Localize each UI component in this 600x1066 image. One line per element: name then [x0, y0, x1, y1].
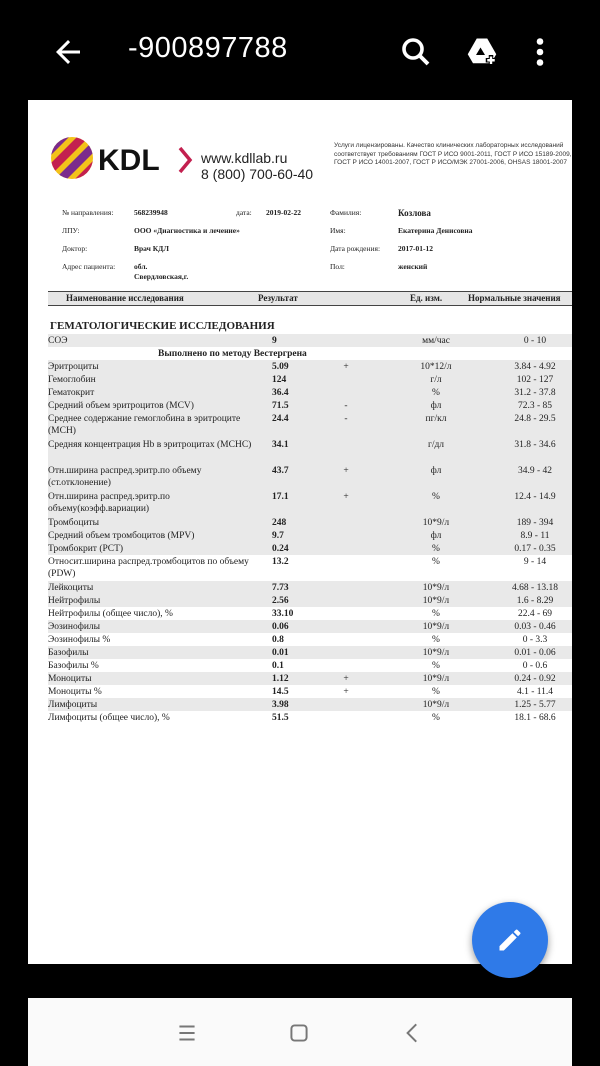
cell-norm: 0.03 - 0.46 [514, 622, 556, 632]
cell-unit: % [432, 388, 440, 398]
cell-name: Средний объем эритроцитов (MCV) [48, 401, 194, 411]
cell-norm: 34.9 - 42 [517, 466, 553, 476]
dob-label: Дата рождения: [330, 244, 381, 253]
cell-unit: г/дл [427, 440, 445, 450]
table-row [48, 412, 572, 438]
direction-label: № направления: [62, 208, 114, 217]
cell-result: 1.12 [272, 674, 289, 684]
cell-unit: % [432, 687, 440, 697]
header-norm: Нормальные значения [468, 293, 561, 303]
address-label: Адрес пациента: [62, 262, 116, 271]
cell-name: Базофилы [48, 648, 89, 658]
cell-result: 0.1 [272, 661, 284, 671]
lab-name: KDL [98, 144, 160, 177]
table-row [48, 633, 572, 646]
results-table-header [48, 291, 572, 306]
cell-unit: мм/час [422, 336, 450, 346]
surname-label: Фамилия: [330, 208, 362, 217]
results-table [48, 334, 572, 724]
cell-unit: 10*9/л [422, 700, 450, 710]
cell-norm: 22.4 - 69 [517, 609, 553, 619]
table-row [48, 334, 572, 347]
table-row [48, 594, 572, 607]
lab-phone: 8 (800) 700-60-40 [201, 166, 314, 182]
back-nav-icon[interactable] [400, 1020, 426, 1046]
cell-unit: 10*9/л [422, 622, 450, 632]
cell-unit: 10*9/л [422, 596, 450, 606]
date-value: 2019-02-22 [266, 208, 301, 217]
table-row [48, 711, 572, 724]
address-value-line2: Свердловская,г. [134, 272, 189, 281]
doctor-label: Доктор: [62, 244, 88, 253]
cell-name: Эозинофилы [48, 622, 101, 632]
cell-result: 33.10 [272, 609, 294, 619]
surname-value: Козлова [398, 208, 431, 218]
cell-name: Лейкоциты [48, 583, 94, 593]
cell-unit: % [432, 492, 440, 502]
table-row [48, 685, 572, 698]
cell-result: 3.98 [272, 700, 289, 710]
cell-norm: 12.4 - 14.9 [514, 492, 556, 502]
table-row [48, 698, 572, 711]
cell-norm: 4.1 - 11.4 [516, 687, 554, 697]
cell-norm: 4.68 - 13.18 [512, 583, 558, 593]
cell-result: 9 [272, 336, 277, 346]
table-row [48, 399, 572, 412]
table-row [48, 386, 572, 399]
cell-flag: - [344, 401, 348, 411]
header-result: Результат [258, 293, 298, 303]
lpu-label: ЛПУ: [62, 226, 80, 235]
search-icon[interactable] [398, 34, 434, 70]
table-row [48, 620, 572, 633]
address-value-line1: обл. [134, 262, 148, 271]
table-row [48, 464, 572, 490]
cell-name: Тромбокрит (PCT) [48, 544, 124, 554]
cell-norm: 189 - 394 [516, 518, 554, 528]
cell-name: Относит.ширина распред.тромбоцитов по объему (PDW) [48, 557, 249, 579]
table-row [48, 581, 572, 594]
cell-name: Тромбоциты [48, 518, 100, 528]
cell-unit: 10*12/л [420, 362, 452, 372]
cell-unit: 10*9/л [422, 583, 450, 593]
cell-name: Средняя концентрация Hb в эритроцитах (MCHC) [48, 440, 252, 450]
cell-result: 9.7 [272, 531, 284, 541]
cell-flag: + [343, 492, 349, 502]
cell-unit: 10*9/л [422, 518, 450, 528]
sex-value: женский [398, 262, 428, 271]
arrow-left-icon[interactable] [50, 34, 86, 70]
cell-unit: % [432, 713, 440, 723]
cell-result: 14.5 [272, 687, 289, 697]
cell-result: 0.06 [272, 622, 289, 632]
cell-unit: % [432, 557, 440, 567]
cell-flag: + [343, 466, 349, 476]
lpu-value: ООО «Диагностика и лечение» [134, 226, 240, 235]
home-icon[interactable] [286, 1020, 312, 1046]
cell-norm: 1.25 - 5.77 [514, 700, 556, 710]
cell-norm: 0 - 3.3 [522, 635, 548, 645]
cell-result: 24.4 [272, 414, 289, 424]
table-row [48, 555, 572, 581]
lab-website[interactable]: www.kdllab.ru [201, 150, 288, 166]
cell-norm: 102 - 127 [516, 375, 554, 385]
cell-name: Отн.ширина распред.эритр.по объему(коэфф.вариации) [48, 492, 170, 514]
cell-name: Отн.ширина распред.эритр.по объему (ст.отклонение) [48, 466, 202, 488]
app-bar [0, 0, 600, 100]
cell-result: 0.01 [272, 648, 289, 658]
cell-norm: 9 - 14 [523, 557, 547, 567]
cell-result: 0.8 [272, 635, 284, 645]
cell-norm: 18.1 - 68.6 [514, 713, 556, 723]
menu-icon[interactable] [174, 1020, 200, 1046]
table-row [48, 373, 572, 386]
cell-unit: % [432, 661, 440, 671]
table-row [48, 659, 572, 672]
cell-norm: 8.9 - 11 [520, 531, 550, 541]
cell-result: 36.4 [272, 388, 289, 398]
cell-name: Лимфоциты (общее число), % [48, 713, 170, 723]
document-title: -900897788 [128, 32, 288, 64]
dob-value: 2017-01-12 [398, 244, 433, 253]
direction-value: 568239948 [134, 208, 168, 217]
table-row [48, 438, 572, 464]
doctor-value: Врач КДЛ [134, 244, 169, 253]
cell-result: 7.73 [272, 583, 289, 593]
cell-name: СОЭ [48, 336, 68, 346]
pencil-icon [496, 926, 524, 954]
edit-button[interactable] [472, 902, 548, 978]
table-row [48, 529, 572, 542]
table-row [48, 360, 572, 373]
cell-unit: 10*9/л [422, 674, 450, 684]
cell-name: Нейтрофилы (общее число), % [48, 609, 173, 619]
cell-name: Моноциты % [48, 687, 102, 697]
cell-name: Базофилы % [48, 661, 99, 671]
sex-label: Пол: [330, 262, 345, 271]
cell-name: Нейтрофилы [48, 596, 101, 606]
cell-unit: фл [430, 466, 442, 476]
table-row [48, 646, 572, 659]
cell-norm: 0.24 - 0.92 [514, 674, 556, 684]
cell-unit: г/л [430, 375, 442, 385]
cell-flag: + [343, 674, 349, 684]
table-row [48, 672, 572, 685]
cell-norm: 0 - 0.6 [522, 661, 548, 671]
kdl-logo [50, 134, 198, 193]
cell-result: 17.1 [272, 492, 289, 502]
cell-name: Гематокрит [48, 388, 95, 398]
cell-name: Гемоглобин [48, 375, 96, 385]
cell-flag: - [344, 414, 348, 424]
cell-result: 71.5 [272, 401, 289, 411]
method-note [48, 347, 572, 360]
header-unit: Ед. изм. [410, 293, 443, 303]
name-value: Екатерина Денисовна [398, 226, 473, 235]
section-title: ГЕМАТОЛОГИЧЕСКИЕ ИССЛЕДОВАНИЯ [50, 320, 275, 332]
name-label: Имя: [330, 226, 346, 235]
cell-unit: 10*9/л [422, 648, 450, 658]
cell-result: 43.7 [272, 466, 289, 476]
lab-contacts [201, 150, 313, 182]
system-nav-bar [28, 998, 572, 1066]
cell-name: Среднее содержание гемоглобина в эритроците (MCH) [48, 414, 241, 436]
cell-norm: 0 - 10 [523, 336, 547, 346]
cell-unit: фл [430, 531, 442, 541]
cell-name: Лимфоциты [48, 700, 98, 710]
date-label: дата: [236, 208, 252, 217]
cell-unit: пг/кл [425, 414, 447, 424]
license-text: Услуги лицензированы. Качество клинических лабораторных исследований соответствует требованиям ГОСТ Р ИСО 9001-2011, ГОСТ Р ИСО 15189-2009, ГОСТ Р ИСО 14001-2007, ГОСТ Р ИСО/МЭК 27001-2006, OHSAS 18001-2007 [334, 142, 572, 166]
cell-norm: 0.17 - 0.35 [514, 544, 556, 554]
table-row [48, 542, 572, 555]
cell-result: 34.1 [272, 440, 289, 450]
document-page[interactable] [28, 100, 572, 964]
cell-norm: 3.84 - 4.92 [514, 362, 556, 372]
cell-unit: % [432, 635, 440, 645]
cell-result: 0.24 [272, 544, 289, 554]
cell-name: Эритроциты [48, 362, 99, 372]
cell-flag: + [343, 362, 349, 372]
cell-name: Выполнено по методу Вестергрена [158, 349, 307, 359]
cell-norm: 31.8 - 34.6 [514, 440, 556, 450]
table-row [48, 490, 572, 516]
cell-flag: + [343, 687, 349, 697]
cell-norm: 0.01 - 0.06 [514, 648, 556, 658]
cell-name: Средний объем тромбоцитов (MPV) [48, 531, 195, 541]
cell-norm: 31.2 - 37.8 [514, 388, 556, 398]
cell-result: 13.2 [272, 557, 289, 567]
cell-norm: 1.6 - 8.29 [516, 596, 554, 606]
cell-result: 248 [272, 518, 287, 528]
cell-unit: % [432, 544, 440, 554]
cell-name: Эозинофилы % [48, 635, 111, 645]
header-name: Наименование исследования [66, 293, 184, 303]
cell-result: 2.56 [272, 596, 289, 606]
more-vert-icon[interactable] [522, 34, 558, 70]
cell-result: 5.09 [272, 362, 289, 372]
cell-norm: 24.8 - 29.5 [514, 414, 556, 424]
table-row [48, 516, 572, 529]
cell-result: 124 [272, 375, 287, 385]
google-drive-add-icon[interactable] [464, 34, 500, 70]
cell-unit: % [432, 609, 440, 619]
cell-norm: 72.3 - 85 [517, 401, 553, 411]
cell-name: Моноциты [48, 674, 92, 684]
cell-unit: фл [430, 401, 442, 411]
cell-result: 51.5 [272, 713, 289, 723]
table-row [48, 607, 572, 620]
